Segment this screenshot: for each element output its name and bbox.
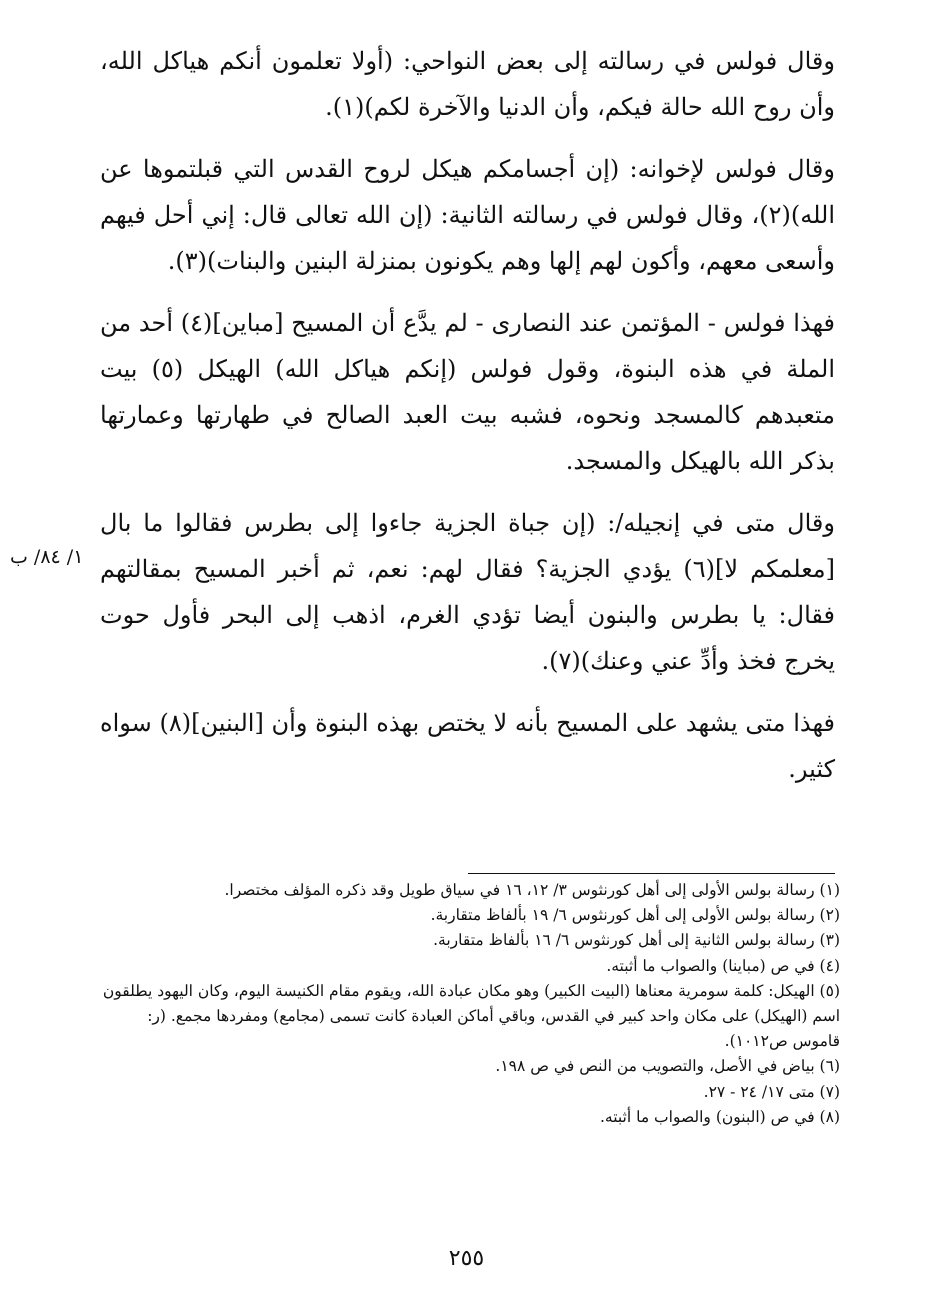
paragraph-1: وقال فولس في رسالته إلى بعض النواحي: (أولا تعلمون أنكم هياكل الله، وأن روح الله حالة فيكم، وأن الدنيا والآخرة لكم)(١). xyxy=(100,47,835,121)
footnotes xyxy=(100,878,840,1130)
footnote-7: (٧) متى ١٧/ ٢٤ - ٢٧. xyxy=(703,1082,840,1101)
paragraph-4: وقال متى في إنجيله/: (إن جباة الجزية جاءوا إلى بطرس فقالوا ما بال [معلمكم لا](٦) يؤدي الجزية؟ فقال لهم: نعم، ثم أخبر المسيح بمقالتهم فقال: يا بطرس والبنون أيضا تؤدي الغرم، اذهب إلى البحر فأول حوت يخرج فخذ وأدِّ عني وعنك)(٧). xyxy=(100,509,835,675)
footnote-4: (٤) في ص (مباينا) والصواب ما أثبته. xyxy=(606,956,840,975)
footnote-5: (٥) الهيكل: كلمة سومرية معناها (البيت الكبير) وهو مكان عبادة الله، ويقوم مقام الكنيسة اليوم، وكان اليهود يطلقون اسم (الهيكل) على مكان واحد كبير في القدس، وباقي أماكن العبادة كانت تسمى (مجامع) ومفردها مجمع. (ر: قاموس ص١٠١٢). xyxy=(102,981,840,1051)
footnote-separator xyxy=(468,873,835,874)
footnote-2: (٢) رسالة بولس الأولى إلى أهل كورنثوس ٦/ ١٩ بألفاظ متقاربة. xyxy=(430,906,840,925)
page-number: ٢٥٥ xyxy=(448,1246,485,1271)
footnote-3: (٣) رسالة بولس الثانية إلى أهل كورنثوس ٦/ ١٦ بألفاظ متقاربة. xyxy=(433,931,840,950)
paragraph-3: فهذا فولس - المؤتمن عند النصارى - لم يدَّع أن المسيح [مباين](٤) أحد من الملة في هذه البنوة، وقول فولس (إنكم هياكل الله) الهيكل (٥) بيت متعبدهم كالمسجد ونحوه، فشبه بيت العبد الصالح في طهارتها وعمارتها بذكر الله بالهيكل والمسجد. xyxy=(100,309,835,475)
footnote-1: (١) رسالة بولس الأولى إلى أهل كورنثوس ٣/ ١٢، ١٦ في سياق طويل وقد ذكره المؤلف مختصرا. xyxy=(224,881,840,899)
footnote-8: (٨) في ص (البنون) والصواب ما أثبته. xyxy=(599,1107,840,1126)
manuscript-folio-note: ١/ ٨٤/ ب xyxy=(10,546,84,568)
paragraph-5: فهذا متى يشهد على المسيح بأنه لا يختص بهذه البنوة وأن [البنين](٨) سواه كثير. xyxy=(100,709,835,783)
paragraph-2: وقال فولس لإخوانه: (إن أجسامكم هيكل لروح القدس التي قبلتموها عن الله)(٢)، وقال فولس في رسالته الثانية: (إن الله تعالى قال: إني أحل فيهم وأسعى معهم، وأكون لهم إلها وهم يكونون بمنزلة البنين والبنات)(٣). xyxy=(100,155,835,275)
footnote-6: (٦) بياض في الأصل، والتصويب من النص في ص ١٩٨. xyxy=(495,1057,840,1076)
main-text xyxy=(100,38,835,808)
